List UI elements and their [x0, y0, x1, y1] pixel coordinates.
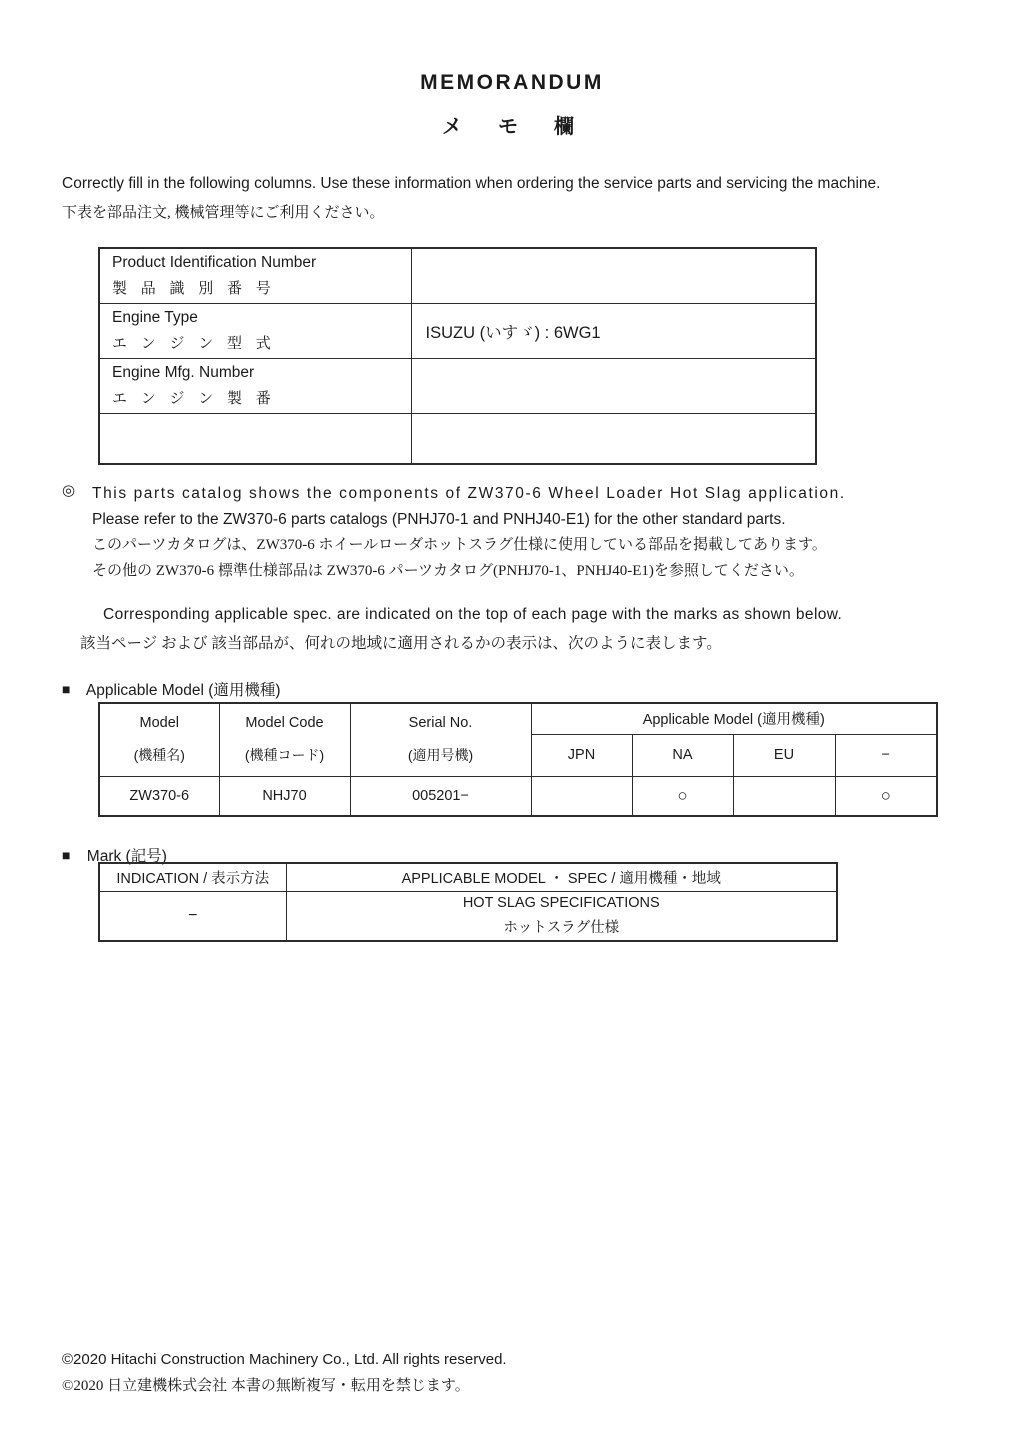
- double-circle-bullet-icon: ◎: [62, 482, 76, 499]
- note-text-jp-2: その他の ZW370-6 標準仕様部品は ZW370-6 パーツカタログ(PNHJ70-1、PNHJ40-E1)を参照してください。: [92, 562, 804, 579]
- product-id-label-cell: [99, 248, 411, 304]
- applicable-model-heading: [62, 678, 281, 700]
- label-en: Product Identification Number: [112, 254, 317, 271]
- catalog-notes: [62, 481, 982, 584]
- intro-paragraph: [62, 175, 972, 222]
- applicable-spec-header-cell: APPLICABLE MODEL ・ SPEC / 適用機種・地域: [286, 863, 837, 891]
- mark-eu-cell: [733, 776, 835, 816]
- page-title-japanese: メ モ 欄: [442, 116, 582, 138]
- header-jp: (機種名): [133, 746, 185, 763]
- header-en: Model: [139, 714, 179, 731]
- heading-text: Mark (記号): [86, 848, 167, 865]
- table-row: [99, 891, 837, 941]
- spec-text-en: HOT SLAG SPECIFICATIONS: [462, 894, 660, 911]
- empty-label-cell: [99, 414, 411, 464]
- note-text-jp-1: このパーツカタログは、ZW370-6 ホイールローダホットスラグ仕様に使用している部品を掲載してあります。: [92, 537, 827, 553]
- spec-note-paragraph: [80, 606, 980, 653]
- model-code-header-cell: [219, 703, 350, 776]
- header-jp: (機種コード): [244, 746, 325, 763]
- table-row: [99, 414, 816, 464]
- label-jp: 製 品 識 別 番 号: [112, 281, 276, 297]
- copyright-en: ©2020 Hitachi Construction Machinery Co., Ltd. All rights reserved.: [62, 1351, 507, 1368]
- model-code-cell: NHJ70: [219, 776, 350, 816]
- header-en: Model Code: [245, 714, 324, 731]
- label-jp: エ ン ジ ン 型 式: [112, 336, 276, 352]
- table-row: [99, 304, 816, 359]
- note-line-1: [62, 481, 982, 507]
- note-text-en-1: This parts catalog shows the components of ZW370-6 Wheel Loader Hot Slag application.: [92, 485, 846, 502]
- region-header-eu: EU: [733, 734, 835, 776]
- page-title: MEMORANDUM: [420, 71, 604, 94]
- product-id-value-cell: [411, 248, 816, 304]
- model-header-cell: [99, 703, 219, 776]
- model-cell: ZW370-6: [99, 776, 219, 816]
- heading-text: Applicable Model (適用機種): [85, 682, 281, 699]
- label-en: Engine Mfg. Number: [112, 364, 255, 381]
- table-row: [99, 248, 816, 304]
- copyright-jp: ©2020 日立建機株式会社 本書の無断複写・転用を禁じます。: [62, 1378, 470, 1394]
- engine-type-value-cell: ISUZU (いすゞ) : 6WG1: [411, 304, 816, 359]
- intro-text-jp: 下表を部品注文, 機械管理等にご利用ください。: [62, 205, 385, 221]
- mark-jpn-cell: [531, 776, 632, 816]
- applicable-model-table: [98, 702, 938, 817]
- table-row: [99, 359, 816, 414]
- region-header-jpn: JPN: [531, 734, 632, 776]
- engine-mfg-label-cell: [99, 359, 411, 414]
- black-square-icon: ■: [62, 681, 71, 697]
- serial-no-header-cell: [350, 703, 531, 776]
- copyright-footer: [62, 1351, 962, 1395]
- hot-slag-spec-cell: [286, 891, 837, 941]
- mark-table: [98, 862, 838, 942]
- mark-na-cell: ○: [632, 776, 733, 816]
- indication-header-cell: INDICATION / 表示方法: [99, 863, 286, 891]
- indication-mark-cell: −: [99, 891, 286, 941]
- region-header-other: −: [835, 734, 937, 776]
- spec-note-en: Corresponding applicable spec. are indicated on the top of each page with the marks as shown below.: [103, 606, 843, 623]
- black-square-icon: ■: [62, 847, 71, 863]
- header-jp: (適用号機): [407, 746, 474, 763]
- spec-note-jp: 該当ページ および 該当部品が、何れの地域に適用されるかの表示は、次のように表します。: [80, 635, 722, 652]
- engine-type-label-cell: [99, 304, 411, 359]
- label-jp: エ ン ジ ン 製 番: [112, 391, 276, 407]
- identification-table: [98, 247, 817, 465]
- empty-value-cell: [411, 414, 816, 464]
- region-header-na: NA: [632, 734, 733, 776]
- header-row: [99, 863, 837, 891]
- table-row: [99, 776, 937, 816]
- header-row-group: [99, 703, 937, 734]
- note-text-en-2: Please refer to the ZW370-6 parts catalogs (PNHJ70-1 and PNHJ40-E1) for the other standard parts.: [92, 511, 786, 528]
- header-en: Serial No.: [408, 714, 473, 731]
- applicable-model-group-header-cell: Applicable Model (適用機種): [531, 703, 937, 734]
- mark-other-cell: ○: [835, 776, 937, 816]
- label-en: Engine Type: [112, 309, 198, 326]
- serial-no-cell: 005201−: [350, 776, 531, 816]
- spec-text-jp: ホットスラグ仕様: [503, 919, 620, 936]
- intro-text-en: Correctly fill in the following columns. Use these information when ordering the service parts and servicing the machine.: [62, 175, 881, 192]
- engine-mfg-value-cell: [411, 359, 816, 414]
